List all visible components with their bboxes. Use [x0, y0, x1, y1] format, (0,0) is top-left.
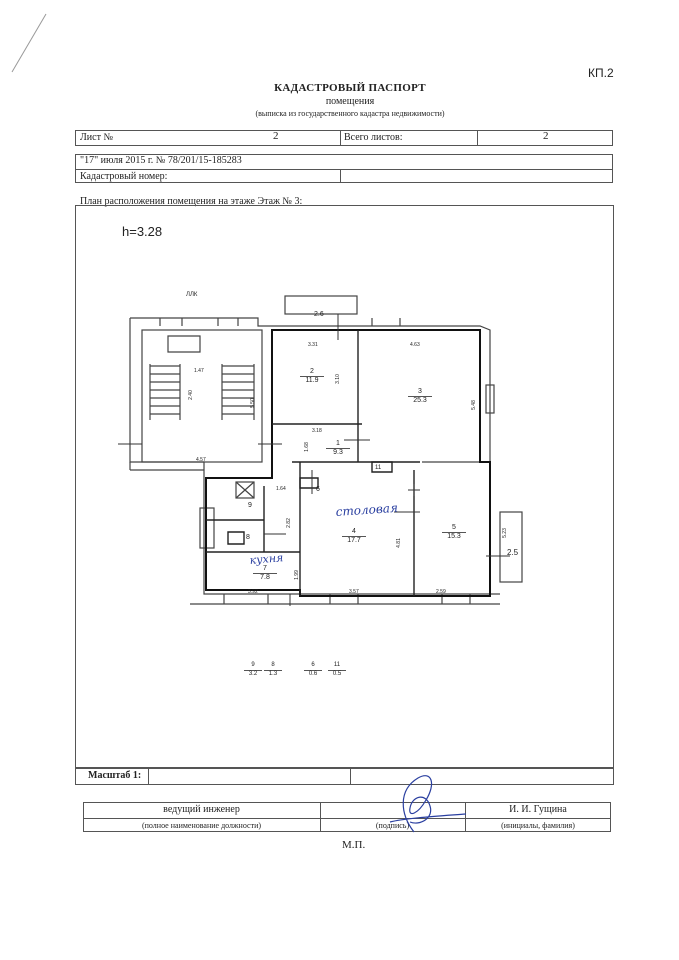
handwritten-signature [370, 762, 470, 838]
dimension-label: 3.57 [349, 589, 359, 595]
room-number: 4 [352, 528, 356, 535]
dimension-label: 4.63 [410, 342, 420, 348]
cadastral-number-label: Кадастровый номер: [80, 171, 168, 182]
room-number: 1 [336, 440, 340, 447]
document-subtitle: помещения [325, 96, 375, 107]
total-sheets-label: Всего листов: [344, 132, 403, 143]
dimension-label: 3.92 [248, 589, 258, 595]
room-area: 7.8 [253, 573, 277, 581]
room-number: 3 [418, 388, 422, 395]
dimension-label: 4.81 [395, 538, 402, 548]
room-area: 11.9 [300, 376, 324, 384]
room-area: 9.3 [326, 448, 350, 456]
dimension-label: 1.99 [293, 570, 300, 580]
dimension-label: 5.23 [501, 528, 508, 538]
name-caption: (инициалы, фамилия) [501, 821, 575, 830]
scale-label: Масштаб 1: [88, 770, 142, 781]
dimension-label: 2.59 [436, 589, 446, 595]
sheet-label: Лист № [80, 132, 113, 143]
room-area: 25.3 [408, 396, 432, 404]
small-area-value: 0.6 [304, 670, 322, 677]
total-sheets-value: 2 [543, 130, 549, 142]
position-caption: (полное наименование должности) [141, 821, 262, 830]
small-area-value: 0.5 [328, 670, 346, 677]
balcony-top-dim: 2.6 [314, 311, 324, 318]
room-number: 7 [263, 565, 267, 572]
small-area-value: 1.3 [264, 670, 282, 677]
handwritten-kitchen: кухня [249, 551, 284, 567]
room-number: 5 [452, 524, 456, 531]
extract-note: (выписка из государственного кадастра недвижимости) [255, 109, 445, 118]
dimension-label: 3.31 [308, 342, 318, 348]
small-area-num: 9 [251, 662, 255, 668]
small-area-value: 3.2 [244, 670, 262, 677]
small-area-num: 6 [311, 662, 315, 668]
scale-row [75, 768, 614, 785]
dimension-label: 5.48 [470, 400, 477, 410]
handwritten-dining: столовая [335, 500, 399, 519]
dimension-label: 2.82 [285, 518, 292, 528]
room-area: 15.3 [442, 532, 466, 540]
dimension-label: 5.50 [249, 398, 256, 408]
plan-floor: Этаж № 3: [257, 196, 303, 207]
document-title: КАДАСТРОВЫЙ ПАСПОРТ [274, 82, 426, 94]
record-date-number: "17" июля 2015 г. № 78/201/15-185283 [80, 155, 242, 166]
dimension-label: 3.10 [334, 374, 341, 384]
engineer-name: И. И. Гущина [509, 804, 567, 815]
room-number: 11 [375, 465, 382, 471]
dimension-label: 3.18 [312, 428, 322, 434]
room-area: 17.7 [342, 536, 366, 544]
balcony-right-dim: 2.5 [507, 548, 519, 557]
signature-caption: (подпись) [375, 821, 410, 830]
room-number: 6 [316, 486, 320, 493]
dimension-label: 1.64 [276, 486, 286, 492]
small-area-num: 8 [271, 662, 275, 668]
room-number: 8 [246, 534, 250, 541]
position-title: ведущий инженер [163, 804, 240, 815]
small-area-num: 11 [333, 662, 341, 668]
room-number: 9 [248, 502, 252, 509]
dimension-label: 1.47 [194, 368, 204, 374]
dimension-label: 4.57 [196, 457, 206, 463]
top-left-label: ЛЛК [186, 292, 198, 298]
room-number: 2 [310, 368, 314, 375]
plan-title-prefix: План расположения помещения на этаже [80, 196, 258, 207]
sheet-value: 2 [273, 130, 279, 142]
dimension-label: 2.40 [187, 390, 194, 400]
stamp-placeholder: М.П. [342, 839, 366, 851]
ceiling-height-label: h=3.28 [122, 224, 163, 239]
document-code: КП.2 [588, 66, 614, 80]
dimension-label: 1.68 [303, 442, 310, 452]
